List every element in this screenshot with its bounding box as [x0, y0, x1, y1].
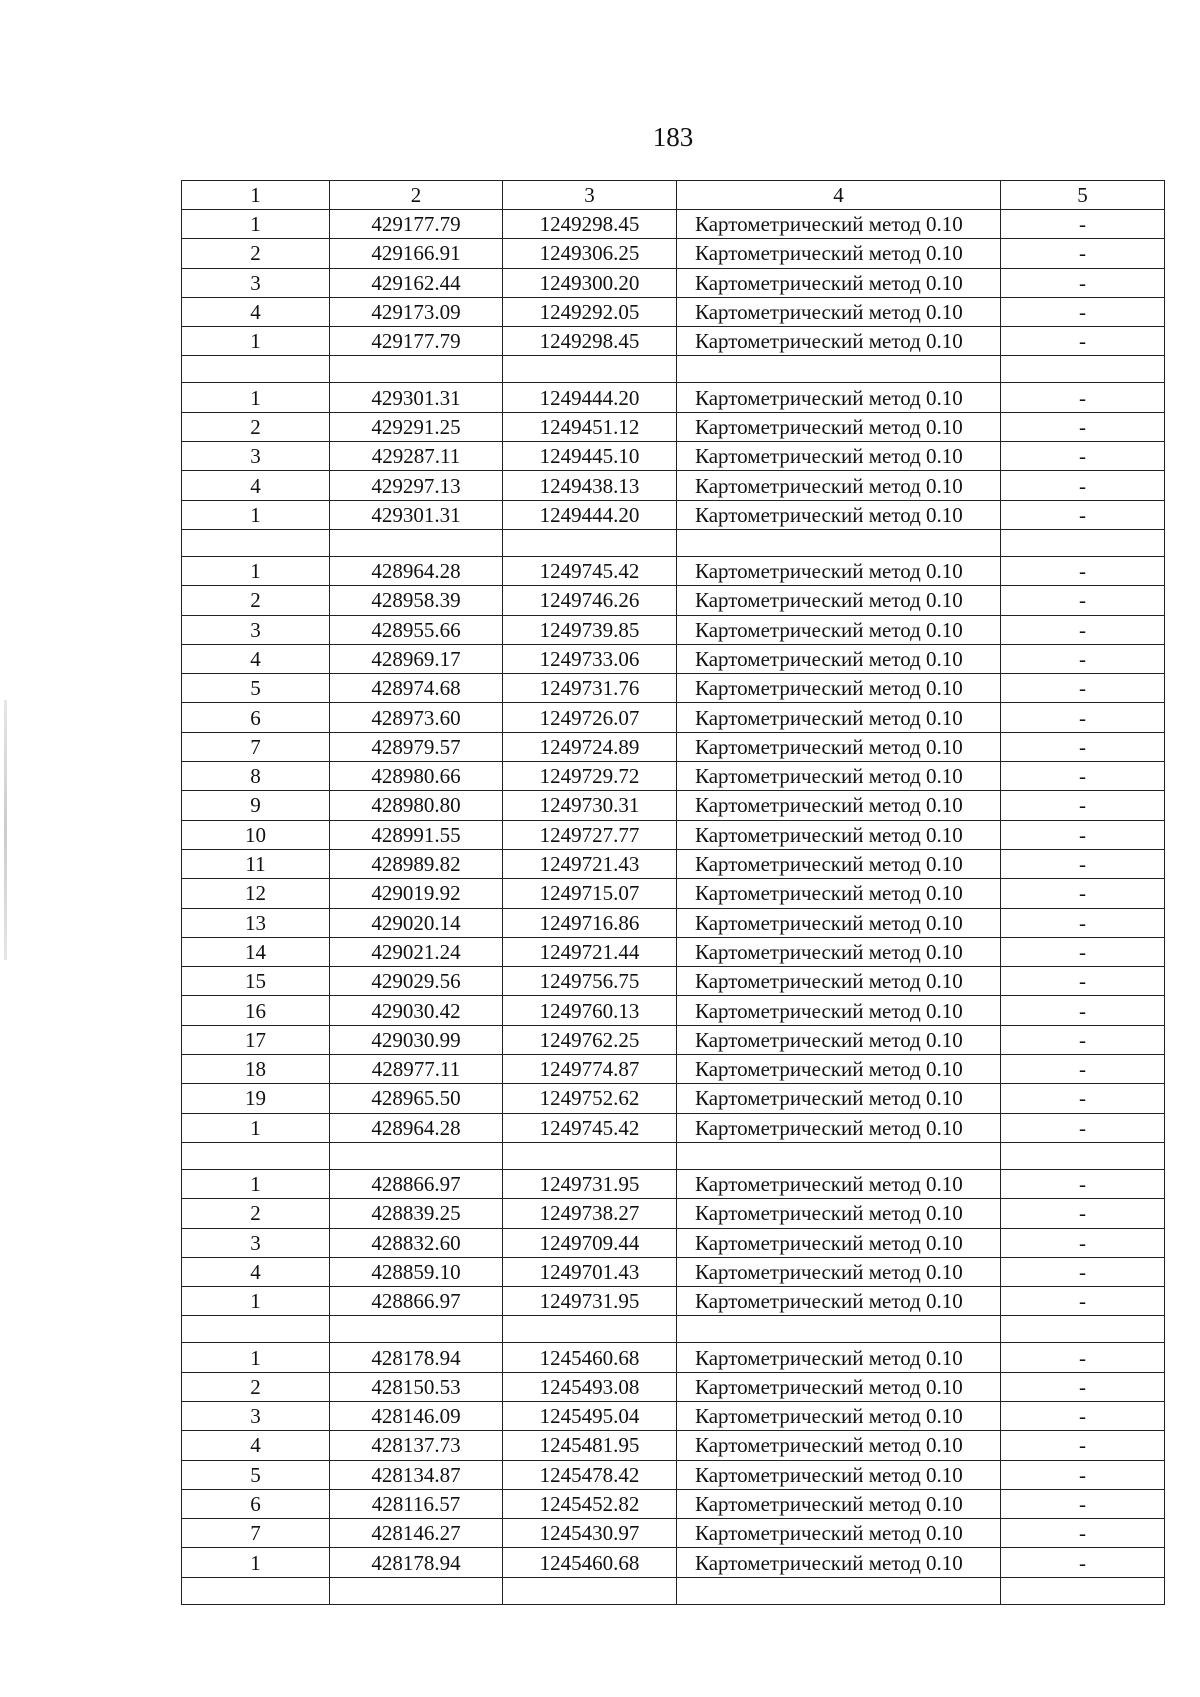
table-row [182, 1343, 1165, 1372]
point-number-cell: 1 [182, 1343, 330, 1372]
point-number-cell: 13 [182, 908, 330, 937]
x-coordinate-cell: 429030.99 [330, 1025, 503, 1054]
point-number-cell: 10 [182, 820, 330, 849]
method-accuracy-cell: Картометрический метод 0.10 [677, 1228, 1001, 1257]
note-cell: - [1001, 791, 1165, 820]
note-cell: - [1001, 500, 1165, 529]
y-coordinate-cell: 1249726.07 [503, 703, 677, 732]
note-cell: - [1001, 1025, 1165, 1054]
table-row [182, 210, 1165, 239]
x-coordinate-cell: 428964.28 [330, 556, 503, 585]
method-accuracy-cell: Картометрический метод 0.10 [677, 1257, 1001, 1286]
method-accuracy-cell: Картометрический метод 0.10 [677, 1548, 1001, 1577]
note-cell: - [1001, 908, 1165, 937]
method-accuracy-cell: Картометрический метод 0.10 [677, 412, 1001, 441]
note-cell: - [1001, 849, 1165, 878]
note-cell: - [1001, 1287, 1165, 1316]
table-row [182, 762, 1165, 791]
method-accuracy-cell: Картометрический метод 0.10 [677, 500, 1001, 529]
method-accuracy-cell: Картометрический метод 0.10 [677, 327, 1001, 356]
note-cell: - [1001, 674, 1165, 703]
y-coordinate-cell: 1249444.20 [503, 500, 677, 529]
note-cell: - [1001, 471, 1165, 500]
separator-row [182, 1316, 1165, 1343]
table-row [182, 239, 1165, 268]
empty-cell [182, 1577, 330, 1604]
y-coordinate-cell: 1249731.95 [503, 1169, 677, 1198]
point-number-cell: 6 [182, 1489, 330, 1518]
x-coordinate-cell: 429287.11 [330, 442, 503, 471]
x-coordinate-cell: 428137.73 [330, 1431, 503, 1460]
table-row [182, 1519, 1165, 1548]
table-row [182, 732, 1165, 761]
method-accuracy-cell: Картометрический метод 0.10 [677, 644, 1001, 673]
method-accuracy-cell: Картометрический метод 0.10 [677, 1025, 1001, 1054]
x-coordinate-cell: 428974.68 [330, 674, 503, 703]
x-coordinate-cell: 428977.11 [330, 1055, 503, 1084]
note-cell: - [1001, 210, 1165, 239]
empty-cell [677, 529, 1001, 556]
x-coordinate-cell: 428150.53 [330, 1372, 503, 1401]
table-row [182, 644, 1165, 673]
header-cell-col5: 5 [1001, 181, 1165, 210]
y-coordinate-cell: 1245481.95 [503, 1431, 677, 1460]
method-accuracy-cell: Картометрический метод 0.10 [677, 1460, 1001, 1489]
method-accuracy-cell: Картометрический метод 0.10 [677, 383, 1001, 412]
method-accuracy-cell: Картометрический метод 0.10 [677, 908, 1001, 937]
point-number-cell: 2 [182, 586, 330, 615]
header-cell-col3: 3 [503, 181, 677, 210]
point-number-cell: 7 [182, 732, 330, 761]
method-accuracy-cell: Картометрический метод 0.10 [677, 879, 1001, 908]
point-number-cell: 3 [182, 442, 330, 471]
table-row [182, 1084, 1165, 1113]
point-number-cell: 3 [182, 1228, 330, 1257]
method-accuracy-cell: Картометрический метод 0.10 [677, 615, 1001, 644]
x-coordinate-cell: 429021.24 [330, 937, 503, 966]
note-cell: - [1001, 967, 1165, 996]
method-accuracy-cell: Картометрический метод 0.10 [677, 556, 1001, 585]
x-coordinate-cell: 429177.79 [330, 327, 503, 356]
point-number-cell: 2 [182, 1199, 330, 1228]
x-coordinate-cell: 428989.82 [330, 849, 503, 878]
y-coordinate-cell: 1249731.95 [503, 1287, 677, 1316]
point-number-cell: 1 [182, 327, 330, 356]
point-number-cell: 1 [182, 383, 330, 412]
x-coordinate-cell: 429020.14 [330, 908, 503, 937]
coordinates-table-body [182, 181, 1165, 1605]
point-number-cell: 9 [182, 791, 330, 820]
note-cell: - [1001, 1519, 1165, 1548]
point-number-cell: 1 [182, 1548, 330, 1577]
table-row [182, 586, 1165, 615]
note-cell: - [1001, 1055, 1165, 1084]
note-cell: - [1001, 1084, 1165, 1113]
method-accuracy-cell: Картометрический метод 0.10 [677, 471, 1001, 500]
point-number-cell: 11 [182, 849, 330, 878]
note-cell: - [1001, 412, 1165, 441]
note-cell: - [1001, 615, 1165, 644]
point-number-cell: 2 [182, 239, 330, 268]
y-coordinate-cell: 1249716.86 [503, 908, 677, 937]
x-coordinate-cell: 428116.57 [330, 1489, 503, 1518]
empty-cell [503, 1316, 677, 1343]
point-number-cell: 16 [182, 996, 330, 1025]
y-coordinate-cell: 1249756.75 [503, 967, 677, 996]
y-coordinate-cell: 1249300.20 [503, 268, 677, 297]
y-coordinate-cell: 1249724.89 [503, 732, 677, 761]
note-cell: - [1001, 1199, 1165, 1228]
point-number-cell: 4 [182, 644, 330, 673]
y-coordinate-cell: 1249746.26 [503, 586, 677, 615]
method-accuracy-cell: Картометрический метод 0.10 [677, 1084, 1001, 1113]
coordinates-table [181, 180, 1165, 1605]
method-accuracy-cell: Картометрический метод 0.10 [677, 586, 1001, 615]
table-row [182, 1257, 1165, 1286]
x-coordinate-cell: 428958.39 [330, 586, 503, 615]
y-coordinate-cell: 1245495.04 [503, 1401, 677, 1430]
note-cell: - [1001, 297, 1165, 326]
point-number-cell: 7 [182, 1519, 330, 1548]
y-coordinate-cell: 1249745.42 [503, 1113, 677, 1142]
table-row [182, 268, 1165, 297]
method-accuracy-cell: Картометрический метод 0.10 [677, 210, 1001, 239]
separator-row [182, 356, 1165, 383]
table-row [182, 442, 1165, 471]
y-coordinate-cell: 1249738.27 [503, 1199, 677, 1228]
x-coordinate-cell: 428859.10 [330, 1257, 503, 1286]
y-coordinate-cell: 1245430.97 [503, 1519, 677, 1548]
y-coordinate-cell: 1249752.62 [503, 1084, 677, 1113]
method-accuracy-cell: Картометрический метод 0.10 [677, 1372, 1001, 1401]
note-cell: - [1001, 1343, 1165, 1372]
point-number-cell: 1 [182, 556, 330, 585]
point-number-cell: 12 [182, 879, 330, 908]
x-coordinate-cell: 429291.25 [330, 412, 503, 441]
table-row [182, 1055, 1165, 1084]
method-accuracy-cell: Картометрический метод 0.10 [677, 820, 1001, 849]
note-cell: - [1001, 327, 1165, 356]
point-number-cell: 1 [182, 500, 330, 529]
x-coordinate-cell: 429019.92 [330, 879, 503, 908]
y-coordinate-cell: 1249298.45 [503, 327, 677, 356]
table-row [182, 967, 1165, 996]
scan-margin-mark [4, 700, 7, 960]
note-cell: - [1001, 762, 1165, 791]
y-coordinate-cell: 1249730.31 [503, 791, 677, 820]
empty-cell [182, 1142, 330, 1169]
empty-cell [330, 1316, 503, 1343]
point-number-cell: 8 [182, 762, 330, 791]
x-coordinate-cell: 428178.94 [330, 1548, 503, 1577]
point-number-cell: 3 [182, 1401, 330, 1430]
point-number-cell: 6 [182, 703, 330, 732]
y-coordinate-cell: 1249731.76 [503, 674, 677, 703]
y-coordinate-cell: 1249762.25 [503, 1025, 677, 1054]
method-accuracy-cell: Картометрический метод 0.10 [677, 674, 1001, 703]
method-accuracy-cell: Картометрический метод 0.10 [677, 442, 1001, 471]
note-cell: - [1001, 703, 1165, 732]
point-number-cell: 1 [182, 1287, 330, 1316]
x-coordinate-cell: 429166.91 [330, 239, 503, 268]
y-coordinate-cell: 1249451.12 [503, 412, 677, 441]
note-cell: - [1001, 239, 1165, 268]
x-coordinate-cell: 428965.50 [330, 1084, 503, 1113]
y-coordinate-cell: 1249733.06 [503, 644, 677, 673]
x-coordinate-cell: 428146.09 [330, 1401, 503, 1430]
table-row [182, 1460, 1165, 1489]
x-coordinate-cell: 428866.97 [330, 1169, 503, 1198]
table-row [182, 615, 1165, 644]
x-coordinate-cell: 429301.31 [330, 383, 503, 412]
y-coordinate-cell: 1249715.07 [503, 879, 677, 908]
separator-row [182, 1142, 1165, 1169]
y-coordinate-cell: 1245452.82 [503, 1489, 677, 1518]
method-accuracy-cell: Картометрический метод 0.10 [677, 1519, 1001, 1548]
empty-cell [677, 356, 1001, 383]
y-coordinate-cell: 1249729.72 [503, 762, 677, 791]
empty-cell [677, 1142, 1001, 1169]
empty-cell [330, 529, 503, 556]
y-coordinate-cell: 1249444.20 [503, 383, 677, 412]
y-coordinate-cell: 1249721.43 [503, 849, 677, 878]
y-coordinate-cell: 1249306.25 [503, 239, 677, 268]
method-accuracy-cell: Картометрический метод 0.10 [677, 967, 1001, 996]
method-accuracy-cell: Картометрический метод 0.10 [677, 1113, 1001, 1142]
point-number-cell: 4 [182, 1431, 330, 1460]
note-cell: - [1001, 1431, 1165, 1460]
x-coordinate-cell: 429173.09 [330, 297, 503, 326]
note-cell: - [1001, 1460, 1165, 1489]
point-number-cell: 2 [182, 1372, 330, 1401]
point-number-cell: 1 [182, 1169, 330, 1198]
method-accuracy-cell: Картометрический метод 0.10 [677, 1489, 1001, 1518]
x-coordinate-cell: 428955.66 [330, 615, 503, 644]
y-coordinate-cell: 1245493.08 [503, 1372, 677, 1401]
header-cell-col2: 2 [330, 181, 503, 210]
x-coordinate-cell: 429297.13 [330, 471, 503, 500]
y-coordinate-cell: 1249445.10 [503, 442, 677, 471]
empty-cell [503, 1577, 677, 1604]
table-row [182, 1113, 1165, 1142]
page-number: 183 [652, 122, 694, 152]
header-cell-col4: 4 [677, 181, 1001, 210]
table-row [182, 500, 1165, 529]
table-row [182, 1372, 1165, 1401]
empty-cell [677, 1316, 1001, 1343]
table-row [182, 996, 1165, 1025]
point-number-cell: 15 [182, 967, 330, 996]
table-row [182, 327, 1165, 356]
note-cell: - [1001, 996, 1165, 1025]
y-coordinate-cell: 1249721.44 [503, 937, 677, 966]
point-number-cell: 19 [182, 1084, 330, 1113]
point-number-cell: 3 [182, 615, 330, 644]
point-number-cell: 18 [182, 1055, 330, 1084]
y-coordinate-cell: 1249774.87 [503, 1055, 677, 1084]
x-coordinate-cell: 428979.57 [330, 732, 503, 761]
method-accuracy-cell: Картометрический метод 0.10 [677, 268, 1001, 297]
method-accuracy-cell: Картометрический метод 0.10 [677, 1401, 1001, 1430]
empty-cell [1001, 529, 1165, 556]
point-number-cell: 17 [182, 1025, 330, 1054]
point-number-cell: 3 [182, 268, 330, 297]
empty-cell [1001, 1142, 1165, 1169]
header-row [182, 181, 1165, 210]
table-row [182, 908, 1165, 937]
table-row [182, 1489, 1165, 1518]
method-accuracy-cell: Картометрический метод 0.10 [677, 1199, 1001, 1228]
x-coordinate-cell: 429177.79 [330, 210, 503, 239]
empty-cell [330, 1577, 503, 1604]
table-row [182, 1548, 1165, 1577]
table-row [182, 1199, 1165, 1228]
point-number-cell: 5 [182, 674, 330, 703]
x-coordinate-cell: 428832.60 [330, 1228, 503, 1257]
y-coordinate-cell: 1249292.05 [503, 297, 677, 326]
point-number-cell: 14 [182, 937, 330, 966]
method-accuracy-cell: Картометрический метод 0.10 [677, 1287, 1001, 1316]
y-coordinate-cell: 1249745.42 [503, 556, 677, 585]
x-coordinate-cell: 428839.25 [330, 1199, 503, 1228]
x-coordinate-cell: 428980.80 [330, 791, 503, 820]
separator-row [182, 1577, 1165, 1604]
x-coordinate-cell: 428991.55 [330, 820, 503, 849]
note-cell: - [1001, 937, 1165, 966]
table-row [182, 703, 1165, 732]
empty-cell [1001, 1316, 1165, 1343]
point-number-cell: 4 [182, 1257, 330, 1286]
y-coordinate-cell: 1249760.13 [503, 996, 677, 1025]
note-cell: - [1001, 732, 1165, 761]
method-accuracy-cell: Картометрический метод 0.10 [677, 762, 1001, 791]
x-coordinate-cell: 429301.31 [330, 500, 503, 529]
x-coordinate-cell: 429030.42 [330, 996, 503, 1025]
x-coordinate-cell: 428973.60 [330, 703, 503, 732]
x-coordinate-cell: 428969.17 [330, 644, 503, 673]
x-coordinate-cell: 428980.66 [330, 762, 503, 791]
note-cell: - [1001, 644, 1165, 673]
point-number-cell: 1 [182, 1113, 330, 1142]
method-accuracy-cell: Картометрический метод 0.10 [677, 297, 1001, 326]
table-row [182, 674, 1165, 703]
y-coordinate-cell: 1245460.68 [503, 1548, 677, 1577]
method-accuracy-cell: Картометрический метод 0.10 [677, 1343, 1001, 1372]
x-coordinate-cell: 428866.97 [330, 1287, 503, 1316]
method-accuracy-cell: Картометрический метод 0.10 [677, 791, 1001, 820]
table-row [182, 849, 1165, 878]
note-cell: - [1001, 1372, 1165, 1401]
method-accuracy-cell: Картометрический метод 0.10 [677, 239, 1001, 268]
empty-cell [1001, 1577, 1165, 1604]
method-accuracy-cell: Картометрический метод 0.10 [677, 703, 1001, 732]
table-row [182, 1287, 1165, 1316]
empty-cell [677, 1577, 1001, 1604]
note-cell: - [1001, 1401, 1165, 1430]
table-row [182, 791, 1165, 820]
y-coordinate-cell: 1249438.13 [503, 471, 677, 500]
note-cell: - [1001, 820, 1165, 849]
method-accuracy-cell: Картометрический метод 0.10 [677, 1431, 1001, 1460]
separator-row [182, 529, 1165, 556]
empty-cell [182, 1316, 330, 1343]
note-cell: - [1001, 879, 1165, 908]
note-cell: - [1001, 268, 1165, 297]
method-accuracy-cell: Картометрический метод 0.10 [677, 996, 1001, 1025]
empty-cell [330, 356, 503, 383]
note-cell: - [1001, 1489, 1165, 1518]
note-cell: - [1001, 1548, 1165, 1577]
method-accuracy-cell: Картометрический метод 0.10 [677, 849, 1001, 878]
note-cell: - [1001, 383, 1165, 412]
y-coordinate-cell: 1245460.68 [503, 1343, 677, 1372]
method-accuracy-cell: Картометрический метод 0.10 [677, 1169, 1001, 1198]
x-coordinate-cell: 428146.27 [330, 1519, 503, 1548]
note-cell: - [1001, 1113, 1165, 1142]
note-cell: - [1001, 556, 1165, 585]
y-coordinate-cell: 1249298.45 [503, 210, 677, 239]
table-row [182, 1431, 1165, 1460]
empty-cell [330, 1142, 503, 1169]
x-coordinate-cell: 428178.94 [330, 1343, 503, 1372]
table-row [182, 471, 1165, 500]
point-number-cell: 4 [182, 471, 330, 500]
method-accuracy-cell: Картометрический метод 0.10 [677, 1055, 1001, 1084]
table-row [182, 297, 1165, 326]
point-number-cell: 5 [182, 1460, 330, 1489]
x-coordinate-cell: 428964.28 [330, 1113, 503, 1142]
empty-cell [503, 529, 677, 556]
point-number-cell: 4 [182, 297, 330, 326]
method-accuracy-cell: Картометрический метод 0.10 [677, 732, 1001, 761]
method-accuracy-cell: Картометрический метод 0.10 [677, 937, 1001, 966]
empty-cell [1001, 356, 1165, 383]
y-coordinate-cell: 1245478.42 [503, 1460, 677, 1489]
y-coordinate-cell: 1249701.43 [503, 1257, 677, 1286]
y-coordinate-cell: 1249739.85 [503, 615, 677, 644]
x-coordinate-cell: 429029.56 [330, 967, 503, 996]
note-cell: - [1001, 586, 1165, 615]
header-cell-col1: 1 [182, 181, 330, 210]
table-row [182, 1228, 1165, 1257]
note-cell: - [1001, 442, 1165, 471]
empty-cell [503, 356, 677, 383]
table-row [182, 820, 1165, 849]
empty-cell [182, 356, 330, 383]
table-row [182, 1401, 1165, 1430]
x-coordinate-cell: 428134.87 [330, 1460, 503, 1489]
note-cell: - [1001, 1228, 1165, 1257]
empty-cell [503, 1142, 677, 1169]
table-row [182, 1025, 1165, 1054]
table-row [182, 383, 1165, 412]
table-row [182, 1169, 1165, 1198]
table-row [182, 412, 1165, 441]
table-row [182, 879, 1165, 908]
table-row [182, 556, 1165, 585]
y-coordinate-cell: 1249727.77 [503, 820, 677, 849]
y-coordinate-cell: 1249709.44 [503, 1228, 677, 1257]
note-cell: - [1001, 1169, 1165, 1198]
x-coordinate-cell: 429162.44 [330, 268, 503, 297]
table-row [182, 937, 1165, 966]
point-number-cell: 1 [182, 210, 330, 239]
note-cell: - [1001, 1257, 1165, 1286]
empty-cell [182, 529, 330, 556]
point-number-cell: 2 [182, 412, 330, 441]
